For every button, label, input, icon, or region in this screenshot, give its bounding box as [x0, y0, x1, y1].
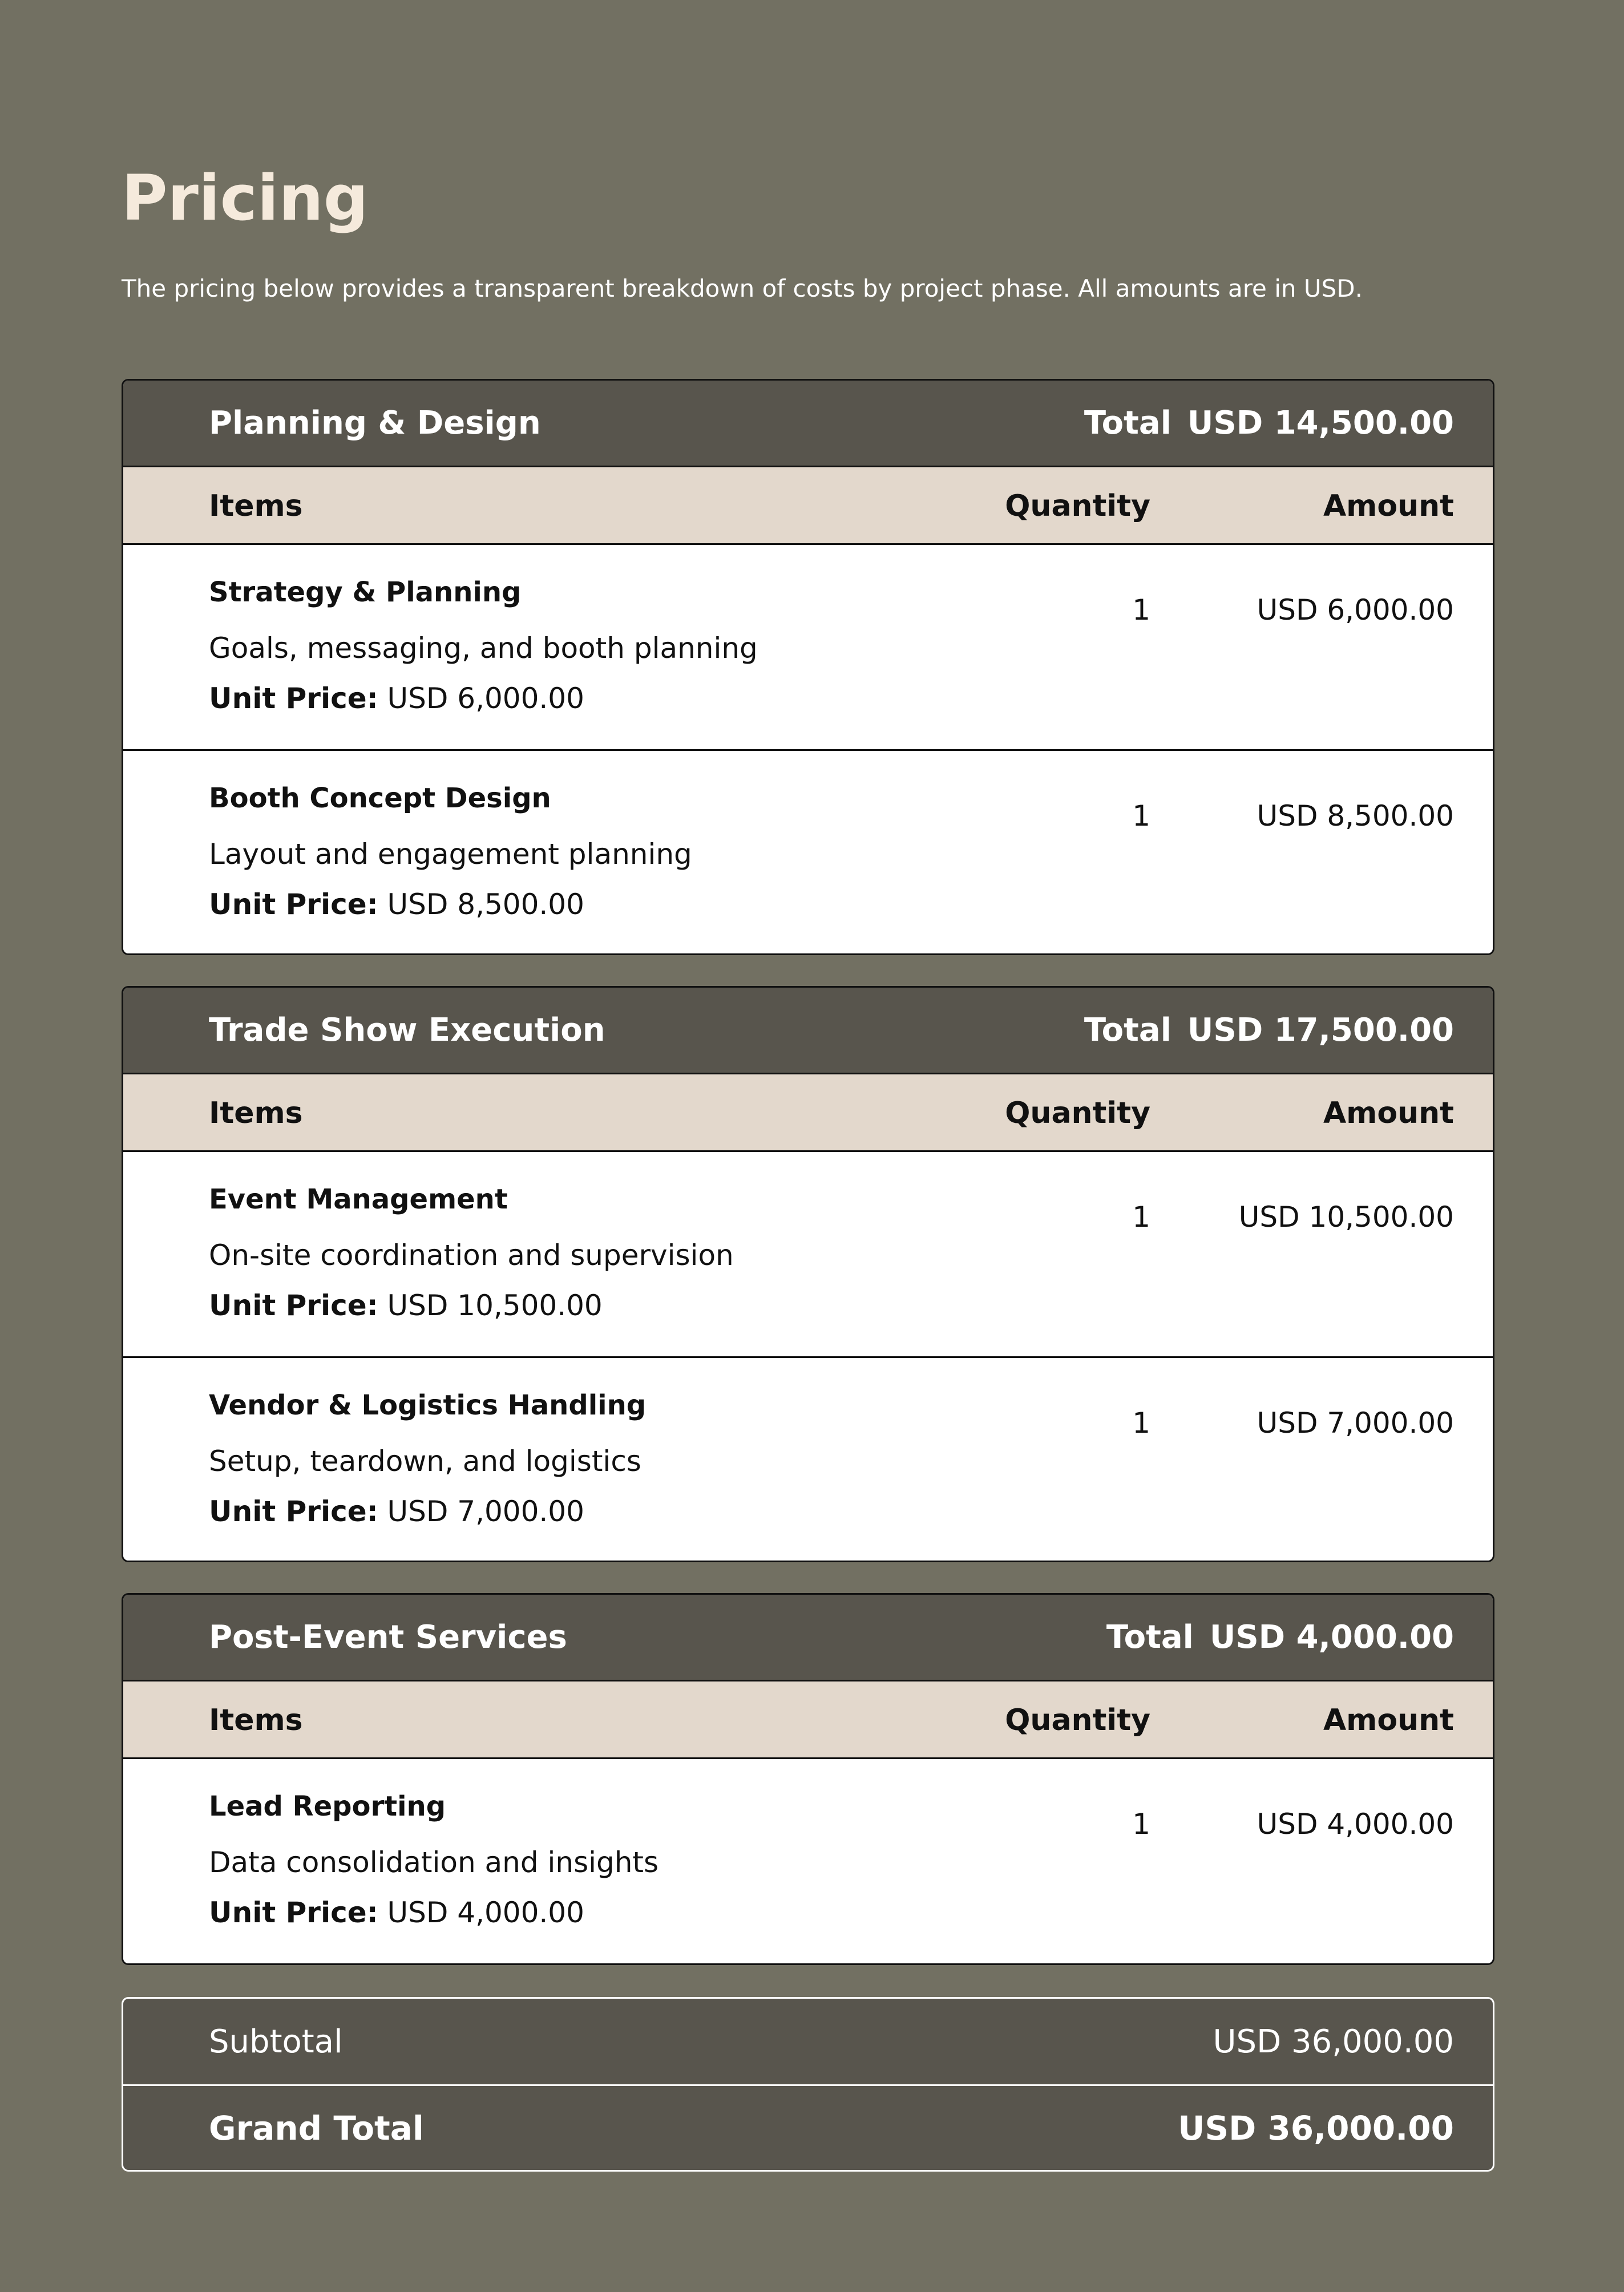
- section-header: [123, 988, 1493, 1074]
- item-quantity: 1: [1132, 799, 1150, 832]
- section-total-label: Total: [1084, 1012, 1171, 1049]
- section-total-value: USD 14,500.00: [1187, 405, 1454, 442]
- unit-price-value: USD 6,000.00: [387, 682, 584, 715]
- item-amount: USD 7,000.00: [1257, 1406, 1454, 1440]
- column-header-quantity: Quantity: [1005, 1096, 1150, 1130]
- unit-price-label: Unit Price:: [209, 1289, 378, 1322]
- item-name: Booth Concept Design: [209, 782, 551, 814]
- summary-totals: [122, 1997, 1494, 2172]
- item-quantity: 1: [1132, 1200, 1150, 1234]
- line-item: [123, 1152, 1493, 1356]
- section-total-value: USD 4,000.00: [1209, 1619, 1454, 1656]
- column-header-row: [123, 1681, 1493, 1759]
- subtotal-value: USD 36,000.00: [1213, 2023, 1454, 2060]
- item-name: Vendor & Logistics Handling: [209, 1389, 647, 1421]
- pricing-section-post-event: [122, 1593, 1494, 1965]
- section-total: [1084, 1012, 1454, 1049]
- unit-price-value: USD 4,000.00: [387, 1896, 584, 1929]
- section-title: Post-Event Services: [209, 1619, 567, 1656]
- unit-price-label: Unit Price:: [209, 682, 378, 715]
- section-title: Planning & Design: [209, 405, 541, 442]
- item-name: Strategy & Planning: [209, 576, 522, 608]
- column-header-items: Items: [209, 489, 303, 523]
- subtotal-label: Subtotal: [209, 2023, 343, 2060]
- line-item: [123, 749, 1493, 953]
- column-header-amount: Amount: [1323, 489, 1454, 523]
- item-description: Data consolidation and insights: [209, 1846, 659, 1879]
- item-description: Goals, messaging, and booth planning: [209, 632, 758, 665]
- section-total: [1084, 405, 1454, 442]
- section-header: [123, 381, 1493, 467]
- item-name: Lead Reporting: [209, 1790, 446, 1822]
- item-unit-price: [209, 1896, 584, 1929]
- item-quantity: 1: [1132, 593, 1150, 626]
- item-amount: USD 8,500.00: [1257, 799, 1454, 832]
- subtotal-row: [123, 1999, 1493, 2084]
- unit-price-label: Unit Price:: [209, 1495, 378, 1528]
- column-header-amount: Amount: [1323, 1096, 1454, 1130]
- item-quantity: 1: [1132, 1808, 1150, 1841]
- item-description: On-site coordination and supervision: [209, 1239, 734, 1272]
- item-description: Setup, teardown, and logistics: [209, 1445, 641, 1478]
- column-header-items: Items: [209, 1703, 303, 1737]
- item-unit-price: [209, 682, 584, 715]
- column-header-row: [123, 1074, 1493, 1152]
- item-quantity: 1: [1132, 1406, 1150, 1440]
- section-title: Trade Show Execution: [209, 1012, 605, 1049]
- column-header-quantity: Quantity: [1005, 1703, 1150, 1737]
- unit-price-value: USD 8,500.00: [387, 888, 584, 921]
- column-header-items: Items: [209, 1096, 303, 1130]
- item-amount: USD 4,000.00: [1257, 1808, 1454, 1841]
- pricing-section-execution: [122, 986, 1494, 1562]
- section-total-value: USD 17,500.00: [1187, 1012, 1454, 1049]
- unit-price-label: Unit Price:: [209, 888, 378, 921]
- section-total: [1106, 1619, 1454, 1656]
- item-amount: USD 10,500.00: [1238, 1200, 1454, 1234]
- item-amount: USD 6,000.00: [1257, 593, 1454, 626]
- item-unit-price: [209, 1289, 603, 1322]
- line-item: [123, 1356, 1493, 1561]
- intro-text: The pricing below provides a transparent breakdown of costs by project phase. All amounts are in USD.: [122, 274, 1363, 302]
- item-name: Event Management: [209, 1183, 508, 1215]
- section-total-label: Total: [1084, 405, 1171, 442]
- grand-total-row: [123, 2084, 1493, 2170]
- pricing-section-planning: [122, 379, 1494, 955]
- grand-total-label: Grand Total: [209, 2108, 424, 2148]
- unit-price-label: Unit Price:: [209, 1896, 378, 1929]
- unit-price-value: USD 7,000.00: [387, 1495, 584, 1528]
- section-header: [123, 1595, 1493, 1681]
- item-unit-price: [209, 1495, 584, 1528]
- column-header-quantity: Quantity: [1005, 489, 1150, 523]
- item-unit-price: [209, 888, 584, 921]
- section-total-label: Total: [1106, 1619, 1194, 1656]
- line-item: [123, 1759, 1493, 1963]
- unit-price-value: USD 10,500.00: [387, 1289, 603, 1322]
- column-header-row: [123, 467, 1493, 545]
- item-description: Layout and engagement planning: [209, 838, 692, 871]
- grand-total-value: USD 36,000.00: [1178, 2108, 1454, 2148]
- line-item: [123, 545, 1493, 749]
- page-title: Pricing: [122, 161, 369, 235]
- column-header-amount: Amount: [1323, 1703, 1454, 1737]
